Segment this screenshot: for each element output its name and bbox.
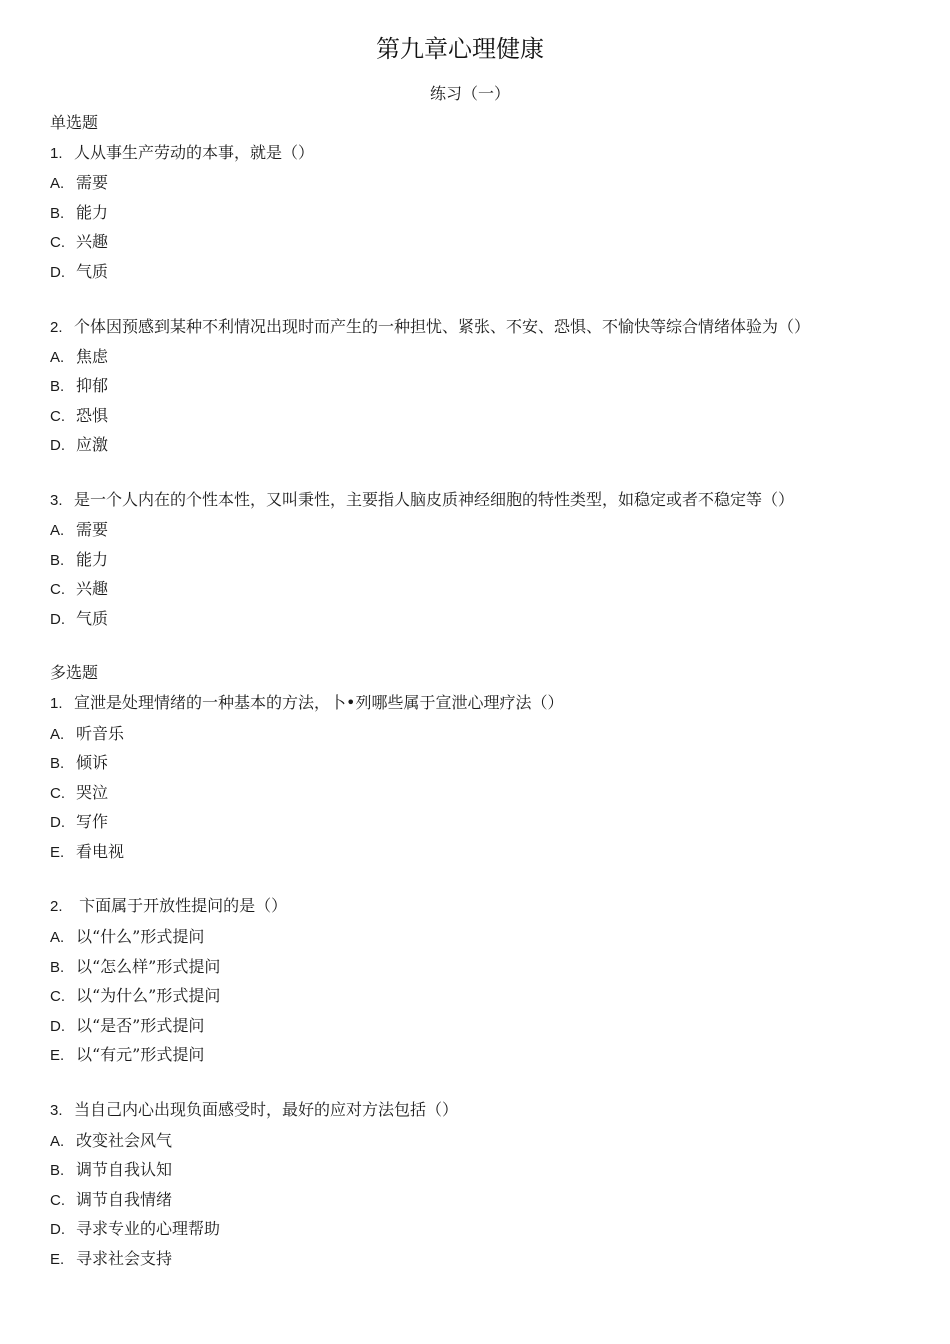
option-letter: E. [50,1251,65,1268]
option-text: 气质 [76,261,109,281]
option-letter: C. [50,407,65,425]
question-item [50,891,880,1070]
option-item [50,342,880,372]
option-item [50,1185,880,1215]
option-letter: B. [50,378,65,396]
option-item [50,778,880,808]
spacer [50,866,880,891]
spacer [50,633,880,658]
option-letter: D. [50,814,65,832]
question-item [50,312,880,460]
option-text: 写作 [76,812,109,832]
option-item [50,604,880,634]
option-text: 倾诉 [76,753,109,773]
option-text: 以“是否”形式提问 [76,1015,205,1035]
option-text: 焦虑 [76,346,109,366]
option-item [50,574,880,604]
question-text: 宣泄是处理情绪的一种基本的方法，卜•列哪些属于宣泄心理疗法（） [74,692,564,712]
question-number: 3. [50,491,63,509]
option-letter: B. [50,551,65,569]
question-text: 卞面属于开放性提问的是（） [74,896,288,916]
option-text: 兴趣 [76,232,109,252]
option-letter: A. [50,725,65,743]
page-subtitle: 练习（一） [429,84,510,103]
question-number: 3. [50,1102,63,1120]
option-item [50,1040,880,1070]
spacer [50,1070,880,1095]
option-item [50,257,880,287]
option-letter: B. [50,958,65,976]
option-item [50,952,880,982]
option-text: 调节自我认知 [76,1160,173,1180]
option-item [50,371,880,401]
option-letter: E. [50,1047,65,1065]
question-stem [50,485,880,515]
option-item [50,1126,880,1156]
option-item [50,748,880,778]
question-text: 个体因预感到某种不利情况出现时而产生的一种担忧、紧张、不安、恐惧、不愉快等综合情绪体验为（） [74,316,811,336]
option-item [50,837,880,867]
option-text: 能力 [76,549,109,569]
section-heading: 单选题 [50,113,99,132]
option-item [50,1244,880,1274]
document-body [50,108,880,1274]
option-item [50,719,880,749]
option-text: 需要 [76,173,109,193]
section-heading: 多选题 [50,663,99,683]
question-stem [50,138,880,169]
option-text: 改变社会风气 [76,1130,173,1150]
option-letter: A. [50,1132,65,1150]
option-item [50,168,880,198]
option-letter: C. [50,234,65,252]
option-item [50,545,880,575]
question-text: 当自己内心出现负面感受时，最好的应对方法包括（） [74,1100,459,1120]
option-letter: A. [50,929,65,947]
question-stem [50,312,880,342]
question-text: 是一个人内在的个性本性，又叫秉性，主要指人脑皮质神经细胞的特性类型，如稳定或者不稳定等（） [74,489,795,509]
question-stem [50,688,880,719]
option-item [50,1214,880,1244]
option-letter: C. [50,581,65,599]
option-text: 应激 [76,435,109,455]
question-stem [50,1095,880,1126]
option-text: 能力 [76,202,109,222]
option-letter: B. [50,204,65,222]
option-text: 哭泣 [76,782,109,802]
option-text: 恐惧 [76,405,109,425]
option-text: 以“什么”形式提问 [76,927,205,947]
option-letter: A. [50,175,65,193]
option-text: 抑郁 [76,376,109,396]
option-item [50,981,880,1011]
option-text: 兴趣 [76,579,109,599]
option-item [50,1155,880,1185]
section-multiple-choice [50,658,880,1273]
option-text: 气质 [76,608,109,628]
option-text: 以“有元”形式提问 [76,1045,205,1065]
option-letter: E. [50,843,65,861]
question-item [50,138,880,287]
option-letter: B. [50,1162,65,1180]
option-text: 听音乐 [76,723,125,743]
option-letter: B. [50,755,65,773]
option-text: 调节自我情绪 [76,1189,173,1209]
option-text: 以“为什么”形式提问 [76,986,221,1006]
option-item [50,515,880,545]
option-item [50,401,880,431]
option-letter: A. [50,521,65,539]
option-letter: D. [50,1017,65,1035]
option-letter: A. [50,348,65,366]
question-item [50,688,880,867]
question-number: 1. [50,144,63,162]
spacer [50,287,880,312]
option-item [50,198,880,228]
option-item [50,807,880,837]
question-number: 2. [50,318,63,336]
question-number: 1. [50,694,63,712]
question-text: 人从事生产劳动的本事，就是（） [74,142,315,162]
option-text: 需要 [76,519,109,539]
option-letter: C. [50,784,65,802]
option-letter: D. [50,437,65,455]
option-text: 寻求社会支持 [76,1249,173,1268]
option-item [50,430,880,460]
option-letter: D. [50,263,65,281]
page-title: 第九章心理健康 [376,35,544,63]
option-item [50,1011,880,1041]
option-text: 以“怎么样”形式提问 [76,956,221,976]
option-item [50,922,880,952]
question-stem [50,891,880,922]
option-text: 寻求专业的心理帮助 [76,1219,221,1239]
option-letter: C. [50,988,65,1006]
question-item [50,485,880,633]
option-letter: D. [50,1221,65,1239]
question-item [50,1095,880,1274]
question-number: 2. [50,898,63,916]
spacer [50,460,880,485]
section-single-choice [50,108,880,658]
option-letter: D. [50,610,65,628]
option-item [50,227,880,257]
option-text: 看电视 [76,841,125,861]
option-letter: C. [50,1191,65,1209]
